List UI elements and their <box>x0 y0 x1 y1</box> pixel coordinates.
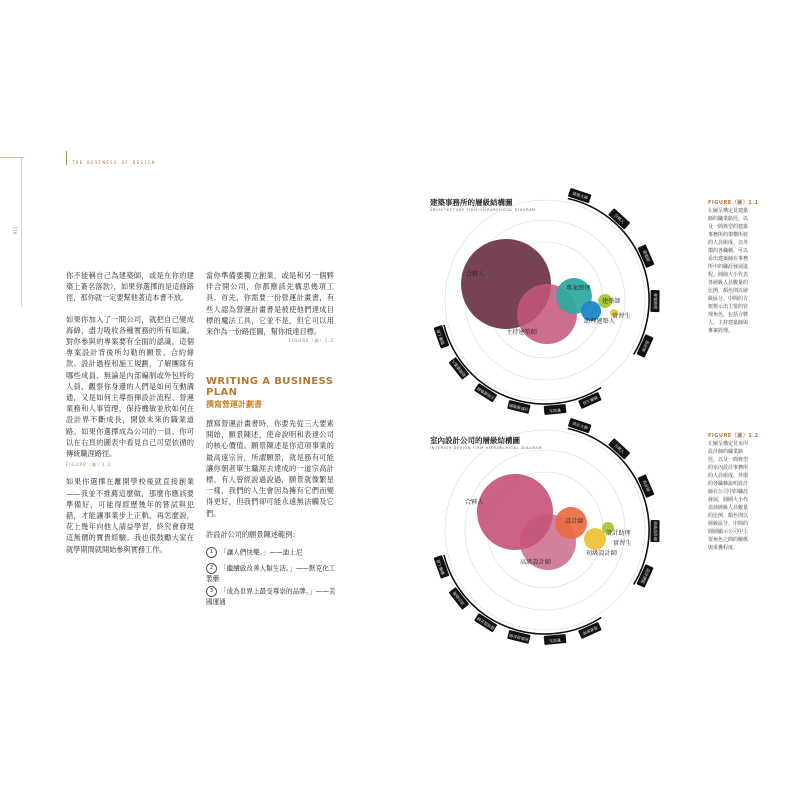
ring-label: 建築大師 <box>571 190 589 201</box>
figure-reference: FIGURE（圖）1.2 <box>288 338 334 344</box>
paragraph: 許設計公司的願景陳述範例： <box>206 529 300 539</box>
ring-label: 合夥建築師 <box>508 402 530 413</box>
outer-arc <box>568 429 652 585</box>
figure1-subtitle: ARCHITECTURE FIRM HIERARCHICAL DIAGRAM <box>430 208 536 212</box>
ring-label: 設計師 <box>640 339 651 353</box>
role-label: 實習生 <box>612 313 631 320</box>
paragraph: 你不能稱自己為建築師，或是在你的建築上簽名落款），如果你選擇的是這條路徑，那你就一定要幫他著這本書不放。 <box>66 271 194 303</box>
quote-number: 2 <box>206 563 217 574</box>
ring-label: 資深設計師 <box>475 615 496 631</box>
ring-label: 專案經理 <box>652 293 659 310</box>
ring-label: 合夥人 <box>613 442 626 455</box>
outer-arc <box>444 555 601 637</box>
ring-label: 設計師 <box>641 479 652 493</box>
figure1-caption: 左圖呈構定見建築師的職業路徑，以及一間典型的建築事務所的架構所雇的人員組成。以外環的各職稱，可以看出建築師在事務所中的職涯發展進程。圓圈大小代表各層級人員數量的比例，顏色則以層級區分。中間的方框標示出主要的管理角色，包括合夥人、主持建築師與專案經理。 <box>708 208 749 334</box>
figure2-subtitle: INTERIOR DESIGN FIRM HIERARCHICAL DIAGRAM <box>430 446 543 450</box>
quote-number: 1 <box>206 547 217 558</box>
ring-label: 建築師 <box>641 249 652 263</box>
figure1-diagram <box>434 188 660 415</box>
ring-label: 繪圖人員 <box>435 558 446 576</box>
role-label: 專案經理 <box>566 285 591 292</box>
paragraph: 如果你加入了一間公司，就把自己變成海綿，盡力吸收各種實務的所有知識。對你參與的專案要有全面的認識，這個專案設計背後所勾勒的願景、合約條款、設計過程和施工規劃，了解團隊有哪些成員、無論是內部編制或外包特約人員，觀察你身邊的人們是如何互動溝通，又是如何主導指揮設計流程、營運業務和人事管理，保持機敏並欣如何在設計界不斷成長，開啟未來的職業道路。如果你選擇成為公司的一員，你可以在右頁的圖表中看見自己可望依循的傳統職涯路徑。 <box>66 314 194 459</box>
ring-label: 專案經理 <box>581 625 599 637</box>
ring-label: 高級設計師 <box>652 521 659 542</box>
role-label: 主持建築師 <box>506 329 537 336</box>
figure2-title: 室內設計公司的層級結構圖 <box>430 436 520 445</box>
quote-text: 「成為世界上最受尊崇的品牌。」——美國運通 <box>206 587 336 606</box>
ring-label: 初級設計師 <box>508 632 530 643</box>
heading-line-2: PLAN <box>206 386 238 398</box>
paragraph: 當你準備要獨立創業，或是和另一個夥伴合開公司，你都應該先構思幾項工具。首先，你需要一份營運計畫書，有些人認為營運計畫書是被使他們達成目標的魔法工具，它並不是，但它可以用來作為一份路徑圖，幫你抵達目標。 <box>206 271 334 337</box>
figure1-caption-label: FIGURE（圖）1.1 <box>708 200 759 206</box>
ring-label: 設計總監 <box>639 567 652 585</box>
quote-text: 「繼續啟改善人類生活。」——默克化工製藥 <box>206 564 336 583</box>
figure-reference: FIGURE（圖）1.2 <box>66 462 112 468</box>
quote-number: 3 <box>206 586 217 597</box>
ring-label: 實習生 <box>548 407 562 414</box>
outer-arc <box>568 199 652 355</box>
figure1-title: 建築事務所的層級結構圖 <box>430 198 513 207</box>
role-circle <box>584 528 606 550</box>
figure2-caption-label: FIGURE（圖）1.2 <box>708 433 759 439</box>
quote-text: 「讓人們快樂。」——迪士尼 <box>220 548 303 557</box>
paragraph: 撰寫營運計畫書時，你要先從三大要素開始，願景陳述，使命說明和表達公司的核心價值。願景陳述是你這項事業的最高遠宗旨，所謂願景，就是務有可能讓你朝者單生職涯去達成的一道宗高計標。有人曾經說過說過，願景就像繁星一樣，我們的人生會因為擁有它們而變得更好，但我們卻可能永遠無法觸及它們。 <box>206 419 334 518</box>
paragraph: 如果你選擇在離開學校後就直接創業——我並不推薦這麼做，那麼你應該要準備好，可能得經歷幾年的嘗試與犯錯，才能讓事業步上正軌。再怎麼說，花上幾年向他人請益學習，終究會發現這無價的寶貴經驗。我也很鼓勵大家在就學期間就開始參與實務工作。 <box>66 477 194 554</box>
role-label: 實習生 <box>613 540 632 547</box>
ring-label: 主持建築師 <box>475 385 496 401</box>
ring-label: 設計助理 <box>451 590 466 607</box>
ring-label: 助理建築人 <box>450 359 467 379</box>
ring-label: 製圖人員 <box>435 328 446 346</box>
section-subheading: 撰寫營運計劃書 <box>206 400 262 409</box>
role-label: 高級設計師 <box>520 559 551 566</box>
role-label: 合夥人 <box>465 499 484 506</box>
figure2-caption: 左圖呈構定見室內設計師的職業路徑，以及一間典型的室內設計事務所的人員組成。外環的各職稱說明設計師在公司中的職涯發展，圓圈大小代表該層級人員數量的比例，顏色則以層級區分。中間的圓圈顯示公司中主要角色之間的關係與重疊程度。 <box>708 441 749 551</box>
role-label: 助理建築人 <box>584 318 615 325</box>
ring-label: 實習生 <box>548 637 562 644</box>
heading-line-1: WRITING A BUSINESS <box>206 376 334 387</box>
role-label: 設計助理 <box>606 530 631 537</box>
role-label: 建築師 <box>602 298 621 305</box>
outer-arc <box>444 325 601 407</box>
ring-label: 合夥人 <box>613 212 626 225</box>
role-label: 初級設計師 <box>586 550 617 557</box>
role-label: 合夥人 <box>466 271 485 278</box>
role-label: 設計師 <box>565 518 584 525</box>
ring-label: 繪圖人員 <box>581 395 599 407</box>
page-number: 116 <box>12 226 18 235</box>
ring-label: 設計大師 <box>571 420 589 431</box>
running-head: THE BUSINESS OF DESIGN <box>72 160 156 165</box>
